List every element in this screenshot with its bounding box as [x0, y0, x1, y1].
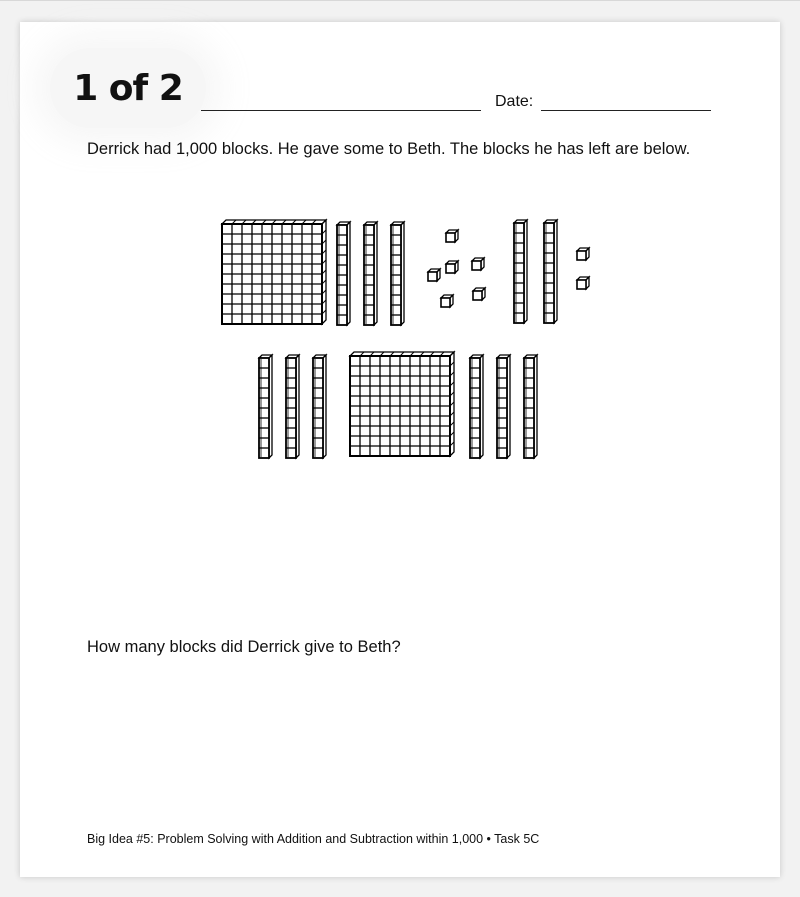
hundred-flat-icon: [350, 352, 454, 456]
unit-cube-icon: [577, 248, 589, 260]
ten-rod-icon: [514, 220, 527, 323]
ten-rod-icon: [391, 222, 404, 325]
question-text: How many blocks did Derrick give to Beth?: [87, 638, 401, 656]
unit-cube-icon: [428, 269, 440, 281]
date-label: Date:: [495, 93, 534, 110]
unit-cube-icon: [577, 277, 589, 289]
unit-cube-icon: [446, 261, 458, 273]
ten-rod-icon: [286, 355, 299, 458]
ten-rod-icon: [337, 222, 350, 325]
unit-cube-icon: [441, 295, 453, 307]
ten-rod-icon: [313, 355, 326, 458]
unit-cube-icon: [472, 258, 484, 270]
unit-cube-icon: [473, 288, 485, 300]
page-counter-text: 1 of 2: [73, 67, 183, 109]
ten-rod-icon: [544, 220, 557, 323]
unit-cube-icon: [446, 230, 458, 242]
problem-statement: Derrick had 1,000 blocks. He gave some to Beth. The blocks he has left are below.: [87, 140, 691, 158]
ten-rod-icon: [470, 355, 483, 458]
ten-rod-icon: [524, 355, 537, 458]
hundred-flat-icon: [222, 220, 326, 324]
ten-rod-icon: [259, 355, 272, 458]
footer-text: Big Idea #5: Problem Solving with Addition and Subtraction within 1,000 • Task 5C: [87, 832, 540, 846]
ten-rod-icon: [364, 222, 377, 325]
ten-rod-icon: [497, 355, 510, 458]
